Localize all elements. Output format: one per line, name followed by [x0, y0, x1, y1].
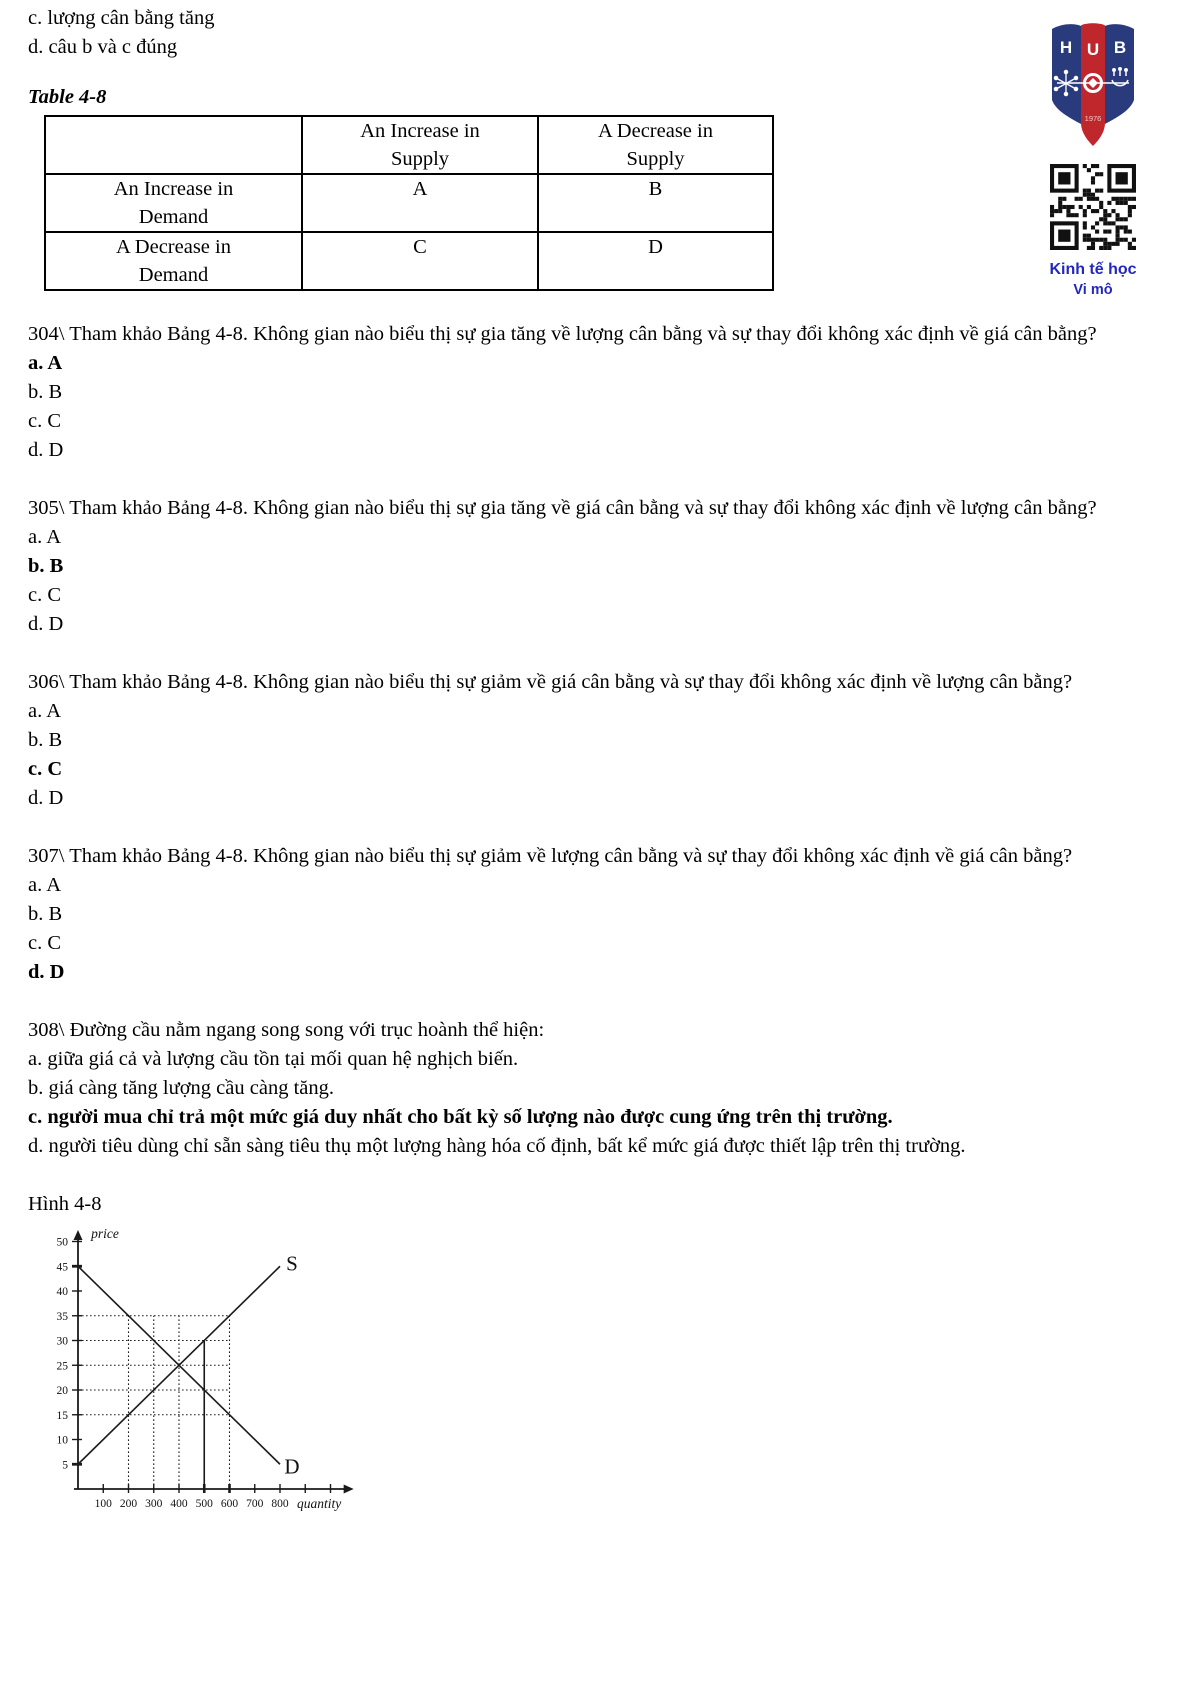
option: d. D [28, 961, 65, 983]
table-col-header-decrease-supply [538, 116, 773, 174]
option: b. B [28, 729, 63, 751]
question-text: 304\ Tham khảo Bảng 4-8. Không gian nào biểu thị sự gia tăng về lượng cân bằng và sự thay đổi không xác định về giá cân bằng? [28, 323, 1097, 345]
svg-text:B: B [1113, 38, 1127, 57]
table-col-header-increase-supply [302, 116, 538, 174]
question-308 [28, 1016, 1168, 1161]
question-306 [28, 668, 1168, 813]
svg-text:1976: 1976 [1084, 114, 1102, 123]
figure-caption: Hình 4-8 [28, 1193, 102, 1215]
x-axis-title: quantity [297, 1496, 342, 1511]
logo-caption-line2: Vi mô [1073, 282, 1113, 298]
option: c. C [28, 410, 62, 432]
table-row-header-decrease-demand [45, 232, 302, 290]
chart-canvas [42, 1221, 412, 1521]
y-tick-label: 50 [56, 1236, 68, 1249]
table-row [45, 232, 773, 290]
option: c. người mua chỉ trả một mức giá duy nhất cho bất kỳ số lượng nào được cung ứng trên thị trường. [28, 1106, 893, 1128]
question-text: 306\ Tham khảo Bảng 4-8. Không gian nào biểu thị sự giảm về giá cân bằng và sự thay đổi không xác định về lượng cân bằng? [28, 671, 1073, 693]
svg-text:U: U [1086, 40, 1100, 59]
option: d. D [28, 613, 64, 635]
row-header-line: Demand [138, 205, 209, 228]
row-header-line: Demand [138, 263, 209, 286]
table-4-8 [44, 115, 774, 291]
option: a. A [28, 526, 62, 548]
svg-text:H: H [1059, 38, 1073, 57]
x-axis-arrow [344, 1485, 354, 1494]
y-tick-label: 40 [56, 1286, 68, 1298]
hub-shield-logo [1050, 20, 1136, 150]
header-line: Supply [390, 147, 450, 170]
document-content [28, 4, 1168, 1530]
option: d. D [28, 787, 64, 809]
option: b. B [28, 381, 63, 403]
table-cell-a: A [302, 174, 538, 232]
x-tick-label: 500 [195, 1498, 213, 1510]
option: c. C [28, 584, 62, 606]
y-tick-label: 5 [62, 1459, 68, 1472]
option: b. B [28, 555, 64, 577]
y-axis-arrow [74, 1230, 83, 1240]
logo-caption-line1: Kinh tế học [1049, 261, 1137, 278]
intro-option-d: d. câu b và c đúng [28, 36, 178, 58]
question-307 [28, 842, 1168, 987]
intro-option-c: c. lượng cân bằng tăng [28, 7, 215, 29]
row-header-line: A Decrease in [116, 236, 231, 258]
x-tick-label: 700 [246, 1498, 264, 1510]
header-line: Supply [626, 147, 685, 170]
demand-label: D [284, 1454, 300, 1479]
question-text: 307\ Tham khảo Bảng 4-8. Không gian nào biểu thị sự giảm về lượng cân bằng và sự thay đổi không xác định về giá cân bằng? [28, 845, 1073, 867]
y-tick-label: 30 [56, 1335, 68, 1348]
table-corner-cell [45, 116, 302, 174]
x-tick-label: 600 [220, 1498, 239, 1510]
qr-code [1046, 164, 1140, 259]
question-text: 305\ Tham khảo Bảng 4-8. Không gian nào biểu thị sự gia tăng về giá cân bằng và sự thay đổi không xác định về lượng cân bằng? [28, 497, 1097, 519]
y-tick-label: 25 [56, 1360, 68, 1373]
option: a. A [28, 874, 62, 896]
x-tick-label: 400 [170, 1498, 188, 1510]
table-cell-c: C [302, 232, 538, 290]
x-tick-label: 300 [145, 1498, 163, 1510]
table-cell-d: D [538, 232, 773, 290]
option: a. giữa giá cả và lượng cầu tồn tại mối quan hệ nghịch biến. [28, 1048, 519, 1070]
y-tick-label: 35 [56, 1310, 68, 1323]
supply-label: S [286, 1251, 298, 1276]
x-tick-label: 100 [94, 1498, 112, 1510]
supply-demand-chart [42, 1221, 1168, 1530]
option: a. A [28, 700, 62, 722]
option: c. C [28, 758, 63, 780]
x-tick-label: 800 [271, 1498, 289, 1510]
option: a. A [28, 352, 63, 374]
logo-caption [1046, 259, 1140, 301]
option: d. D [28, 439, 64, 461]
question-text: 308\ Đường cầu nằm ngang song song với trục hoành thể hiện: [28, 1019, 545, 1041]
header-line: A Decrease in [598, 120, 713, 142]
row-header-line: An Increase in [113, 178, 234, 200]
y-axis-title: price [91, 1226, 119, 1241]
table-caption: Table 4-8 [28, 86, 107, 108]
y-tick-label: 45 [56, 1261, 68, 1274]
table-cell-b: B [538, 174, 773, 232]
y-tick-label: 20 [56, 1385, 68, 1397]
university-logo-block [1046, 20, 1140, 301]
option: c. C [28, 932, 62, 954]
question-305 [28, 494, 1168, 639]
y-tick-label: 15 [56, 1409, 68, 1422]
option: d. người tiêu dùng chỉ sẵn sàng tiêu thụ một lượng hàng hóa cố định, bất kể mức giá được thiết lập trên thị trường. [28, 1135, 966, 1157]
header-line: An Increase in [360, 120, 480, 142]
x-tick-label: 200 [119, 1498, 138, 1510]
question-304 [28, 320, 1168, 465]
table-row [45, 174, 773, 232]
table-row-header-increase-demand [45, 174, 302, 232]
option: b. B [28, 903, 63, 925]
y-tick-label: 10 [56, 1434, 68, 1447]
table-header-row [45, 116, 773, 174]
option: b. giá càng tăng lượng cầu càng tăng. [28, 1077, 334, 1099]
